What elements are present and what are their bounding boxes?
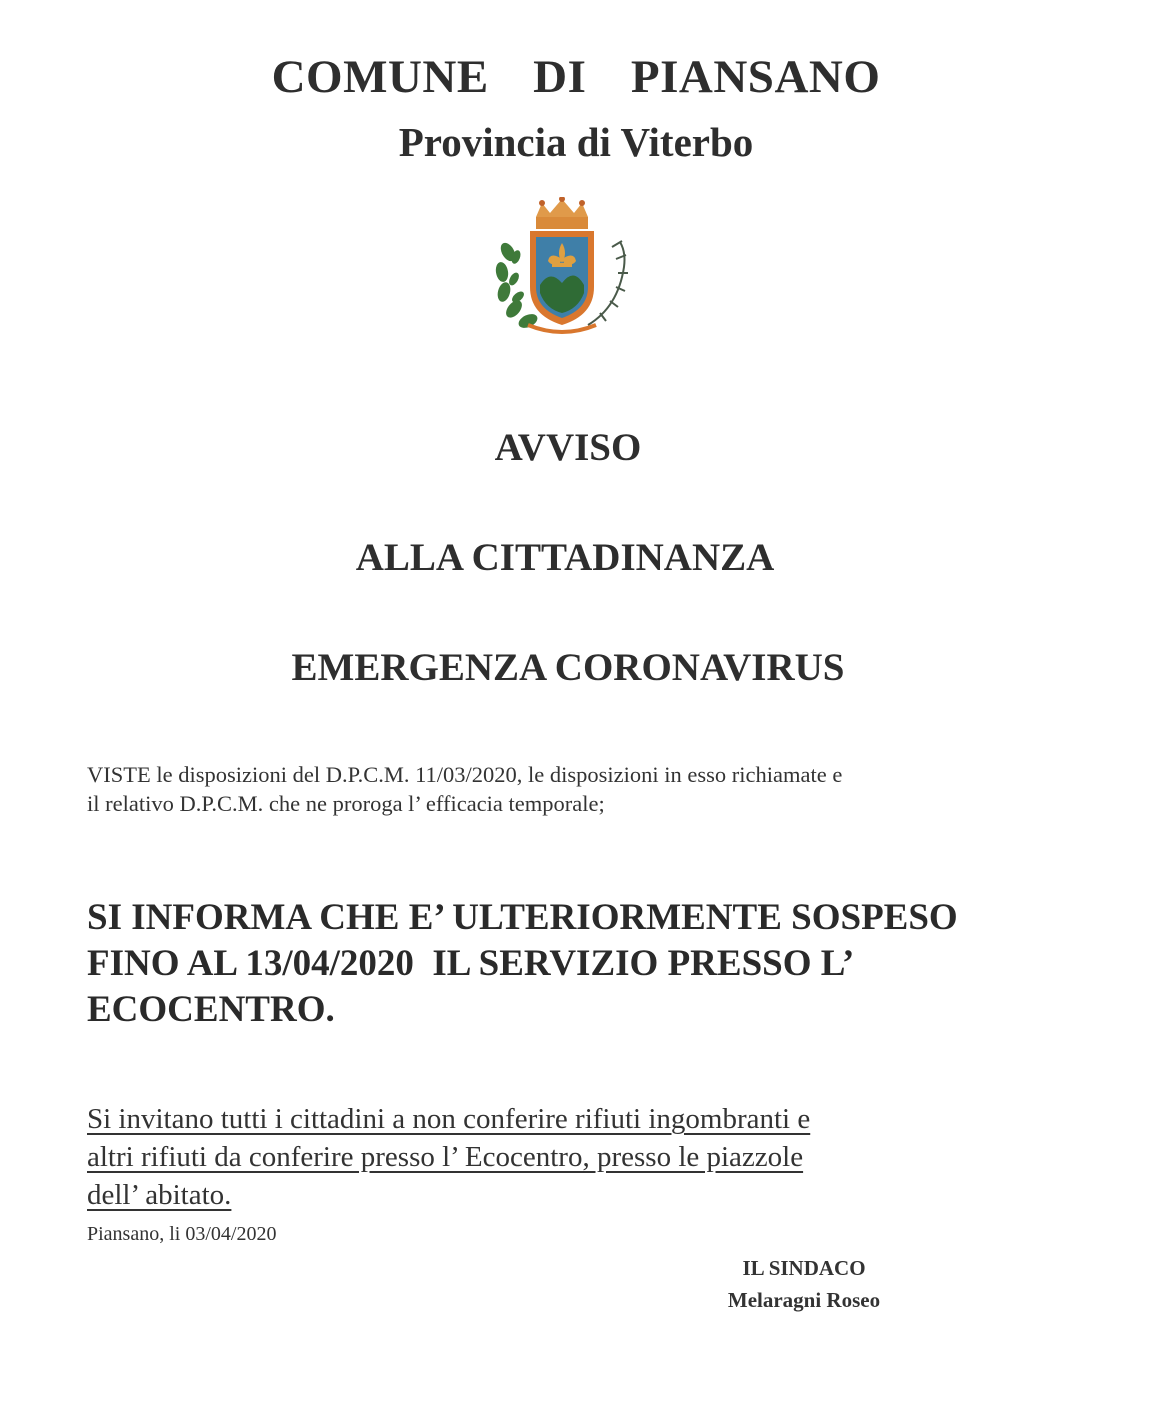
invito-line: Si invitano tutti i cittadini a non conferire rifiuti ingombranti e (87, 1103, 811, 1135)
crown (536, 197, 588, 229)
invito-paragraph (87, 1100, 1007, 1214)
municipal-coat-of-arms-icon (488, 197, 636, 339)
signature-title: IL SINDACO (742, 1256, 866, 1280)
invito-line: altri rifiuti da conferire presso l’ Ecocentro, presso le piazzole (87, 1141, 804, 1173)
heading-emergenza: EMERGENZA CORONAVIRUS (291, 646, 845, 689)
heading-cittadinanza: ALLA CITTADINANZA (355, 536, 775, 579)
heading-avviso: AVVISO (494, 426, 642, 469)
place-date: Piansano, li 03/04/2020 (87, 1223, 277, 1245)
informa-line: FINO AL 13/04/2020 IL SERVIZIO PRESSO L’ (87, 943, 855, 984)
viste-paragraph (87, 760, 1047, 818)
province-subtitle: Provincia di Viterbo (398, 119, 754, 165)
viste-line: il relativo D.P.C.M. che ne proroga l’ efficacia temporale; (87, 791, 605, 816)
informa-line: SI INFORMA CHE E’ ULTERIORMENTE SOSPESO (87, 897, 958, 938)
informa-notice (87, 895, 1047, 1033)
invito-line: dell’ abitato. (87, 1179, 232, 1211)
shield (530, 231, 594, 325)
municipality-title: COMUNE DI PIANSANO (271, 51, 881, 103)
informa-line: ECOCENTRO. (87, 989, 335, 1030)
signature-name: Melaragni Roseo (727, 1288, 881, 1312)
viste-line: VISTE le disposizioni del D.P.C.M. 11/03/2020, le disposizioni in esso richiamate e (87, 762, 843, 787)
